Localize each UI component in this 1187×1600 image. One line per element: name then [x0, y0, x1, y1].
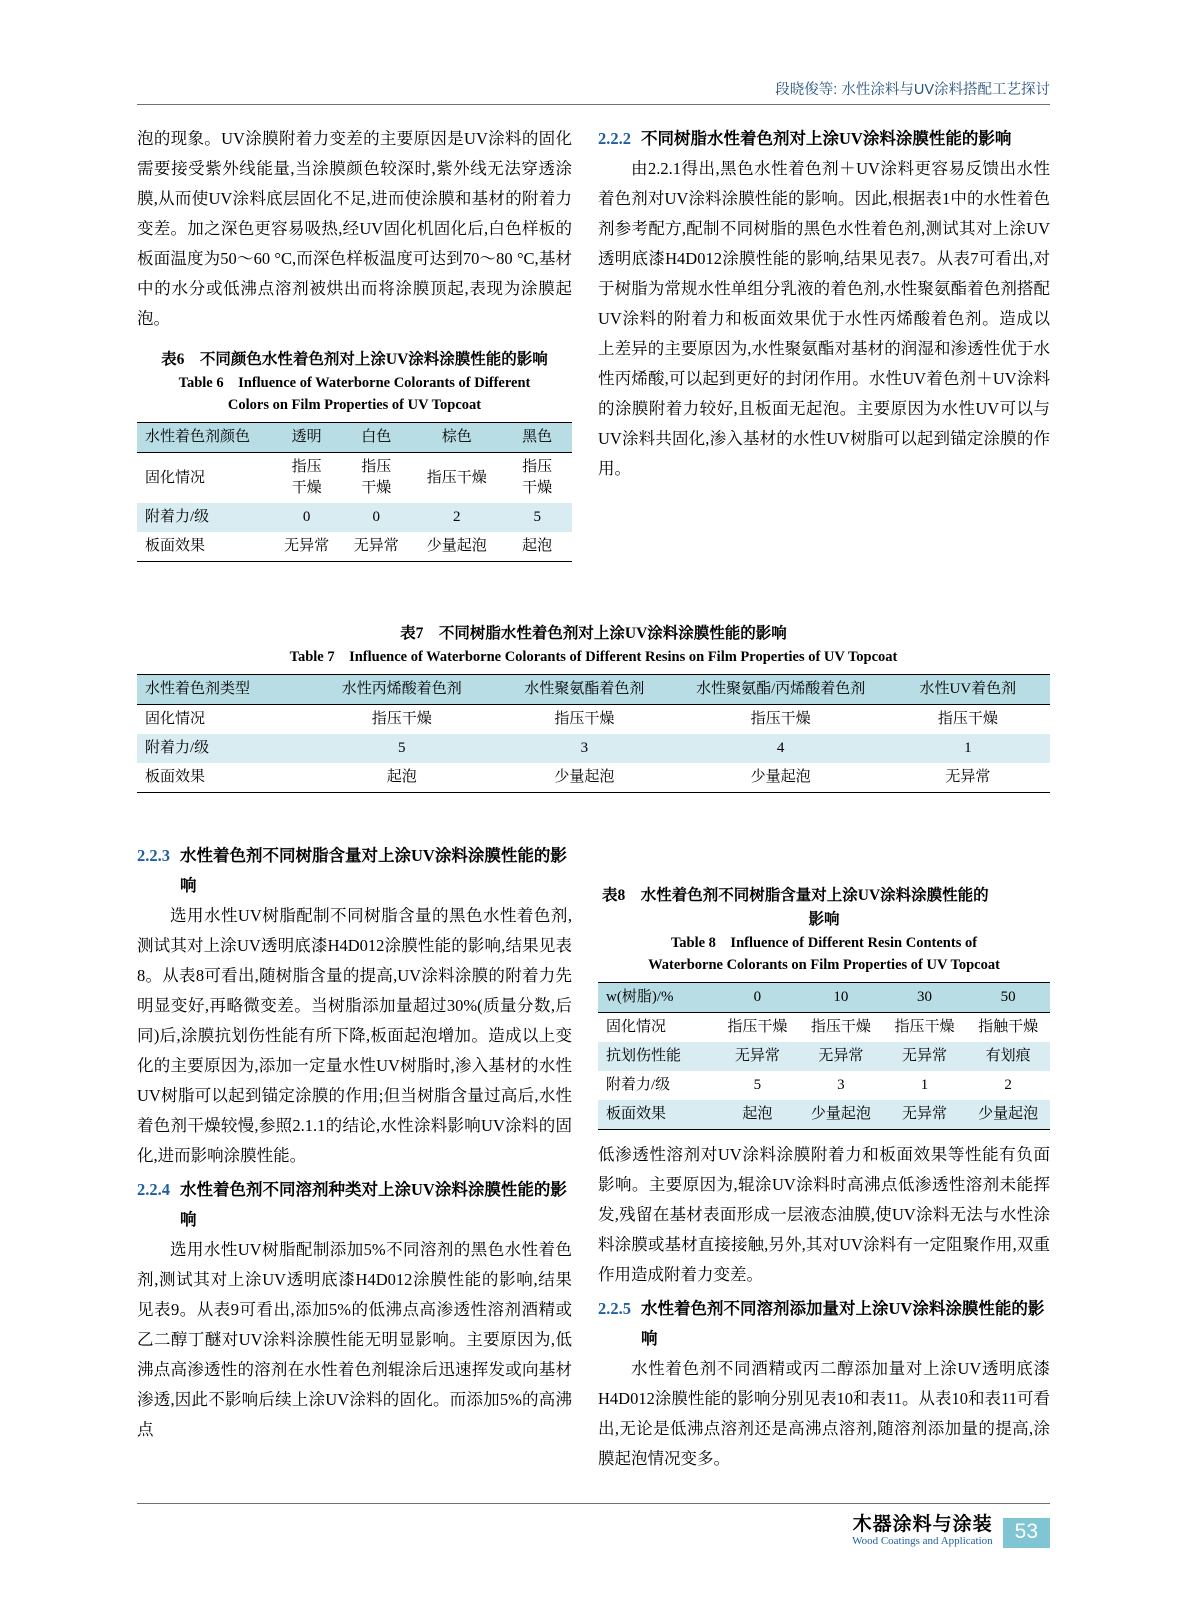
table-row: [137, 705, 1050, 735]
table8-r1-c4: 有划痕: [966, 1042, 1050, 1071]
table7: [137, 674, 1050, 793]
table6-r0-c2: 指压 干燥: [341, 453, 411, 504]
table6-caption-en-1: Table 6 Influence of Waterborne Colorants of Different: [178, 375, 531, 391]
table8-r2-c0: 附着力/级: [606, 1077, 671, 1093]
table8-header-4: 50: [966, 983, 1050, 1013]
table6-r0-c1: 指压 干燥: [272, 453, 342, 504]
table6-header-3: 棕色: [411, 423, 502, 453]
table6-caption-en-2: Colors on Film Properties of UV Topcoat: [227, 397, 482, 413]
table8-header-2: 10: [799, 983, 883, 1013]
table7-caption-cn: 表7 不同树脂水性着色剂对上涂UV涂料涂膜性能的影响: [400, 625, 787, 642]
section-number: 2.2.2: [598, 129, 631, 148]
table7-caption-en: Table 7 Influence of Waterborne Colorants of Different Resins on Film Properties of UV Topcoat: [289, 649, 898, 665]
table8-block: [598, 884, 1050, 1130]
paragraph-2-2-5: 水性着色剂不同酒精或丙二醇添加量对上涂UV透明底漆H4D012涂膜性能的影响分别见表10和表11。从表10和表11可看出,无论是低沸点溶剂还是高沸点溶剂,随溶剂添加量的提高,涂膜起泡情况变多。: [598, 1359, 1050, 1468]
journal-brand: [852, 1514, 993, 1548]
table8-caption-en-1: Table 8 Influence of Different Resin Contents of: [670, 935, 978, 951]
table8-caption-en-2: Waterborne Colorants on Film Properties of UV Topcoat: [648, 957, 1000, 973]
journal-name-cn: 木器涂料与涂装: [852, 1513, 993, 1535]
table8-r1-c3: 无异常: [883, 1042, 967, 1071]
table7-r0-c2: 指压干燥: [493, 705, 676, 735]
table8-header-1: 0: [716, 983, 800, 1013]
table-row: [137, 763, 1050, 793]
table8-r2-c2: 3: [837, 1077, 845, 1093]
table-row: [598, 1071, 1050, 1100]
paragraph-continued: 泡的现象。UV涂膜附着力变差的主要原因是UV涂料的固化需要接受紫外线能量,当涂膜颜色较深时,紫外线无法穿透涂膜,从而使UV涂料底层固化不足,进而使涂膜和基材的附着力变差。加之深色更容易吸热,经UV固化机固化后,白色样板的板面温度为50～60 °C,而深色样板温度可达到70～80 °C,基材中的水分或低沸点溶剂被烘出而将涂膜顶起,表现为涂膜起泡。: [137, 129, 572, 328]
table8-r3-c2: 少量起泡: [799, 1100, 883, 1130]
page-footer: [852, 1514, 1050, 1548]
table7-r2-c3: 少量起泡: [676, 763, 886, 793]
table7-r2-c2: 少量起泡: [493, 763, 676, 793]
table7-header-1: 水性丙烯酸着色剂: [310, 675, 493, 705]
section-heading-2-2-5: [598, 1294, 1050, 1354]
table7-r1-c4: 1: [886, 734, 1050, 763]
table-row: [137, 503, 572, 532]
table6-header-4: 黑色: [502, 423, 572, 453]
table8-r3-c3: 无异常: [883, 1100, 967, 1130]
table7-r1-c2: 3: [493, 734, 676, 763]
table6-header-2: 白色: [341, 423, 411, 453]
table8-r2-c3: 1: [920, 1077, 929, 1093]
paragraph-2-2-3: 选用水性UV树脂配制不同树脂含量的黑色水性着色剂,测试其对上涂UV透明底漆H4D012涂膜性能的影响,结果见表8。从表8可看出,随树脂含量的提高,UV涂料涂膜的附着力先明显变好,再略微变差。当树脂添加量超过30%(质量分数,后同)后,涂膜抗划伤性能有所下降,板面起泡增加。造成以上变化的主要原因为,添加一定量水性UV树脂时,渗入基材的水性UV树脂可以起到锚定涂膜的作用;但当树脂含量过高后,水性着色剂干燥较慢,参照2.1.1的结论,水性涂料影响UV涂料的固化,进而影响涂膜性能。: [137, 906, 572, 1165]
table8-caption-cn-2: 影响: [808, 911, 840, 928]
table-row: [598, 1042, 1050, 1071]
table6-r0-c0: 固化情况: [137, 453, 272, 504]
table6-r1-c0: 附着力/级: [137, 503, 272, 532]
table7-r0-c4: 指压干燥: [886, 705, 1050, 735]
table7-header-3: 水性聚氨酯/丙烯酸着色剂: [676, 675, 886, 705]
table-row: [598, 1100, 1050, 1130]
table8-r0-c1: 指压干燥: [716, 1013, 800, 1043]
section-number: 2.2.4: [137, 1180, 170, 1199]
table-row: [137, 532, 572, 562]
section-title: 水性着色剂不同溶剂添加量对上涂UV涂料涂膜性能的影响: [641, 1299, 1045, 1348]
table-header-row: [137, 423, 572, 453]
table7-r1-c3: 4: [676, 734, 886, 763]
section-title: 不同树脂水性着色剂对上涂UV涂料涂膜性能的影响: [641, 129, 1012, 148]
table7-block: [137, 622, 1050, 793]
table6-r2-c1: 无异常: [272, 532, 342, 562]
section-heading-2-2-2: [598, 124, 1050, 154]
table8-r3-c4: 少量起泡: [966, 1100, 1050, 1130]
table7-header-0: 水性着色剂类型: [137, 675, 310, 705]
table8-header-3: 30: [883, 983, 967, 1013]
table8-caption-cn-1: [598, 884, 1050, 908]
table6-r0-c3: 指压干燥: [411, 453, 502, 504]
paragraph-2-2-2: 由2.2.1得出,黑色水性着色剂＋UV涂料更容易反馈出水性着色剂对UV涂料涂膜性能的影响。因此,根据表1中的水性着色剂参考配方,配制不同树脂的黑色水性着色剂,测试其对上涂UV透明底漆H4D012涂膜性能的影响,结果见表7。从表7可看出,对于树脂为常规水性单组分乳液的着色剂,水性聚氨酯着色剂搭配UV涂料的附着力和板面效果优于水性丙烯酸着色剂。造成以上差异的主要原因为,水性聚氨酯对基材的润湿和渗透性优于水性丙烯酸,可以起到更好的封闭作用。水性UV着色剂＋UV涂料的涂膜附着力较好,且板面无起泡。主要原因为水性UV可以与UV涂料共固化,渗入基材的水性UV树脂可以起到锚定涂膜的作用。: [598, 159, 1050, 478]
table8-r1-c2: 无异常: [799, 1042, 883, 1071]
table7-r2-c4: 无异常: [886, 763, 1050, 793]
table6-header-1: 透明: [272, 423, 342, 453]
table6-r2-c0: 板面效果: [137, 532, 272, 562]
table8-r3-c1: 起泡: [716, 1100, 800, 1130]
table8-r0-c0: 固化情况: [598, 1013, 716, 1043]
section-heading-2-2-3: [137, 841, 572, 901]
section-number: 2.2.5: [598, 1299, 631, 1318]
section-number: 2.2.3: [137, 846, 170, 865]
table7-r1-c1: 5: [310, 734, 493, 763]
table8-r0-c4: 指触干燥: [966, 1013, 1050, 1043]
table6: [137, 422, 572, 562]
page-number: 53: [1003, 1518, 1050, 1548]
table7-header-4: 水性UV着色剂: [886, 675, 1050, 705]
table-row: [137, 453, 572, 504]
table6-r1-c1: 0: [272, 503, 342, 532]
table6-r0-c4: 指压 干燥: [502, 453, 572, 504]
table6-caption-cn: 表6 不同颜色水性着色剂对上涂UV涂料涂膜性能的影响: [161, 351, 548, 368]
table7-r1-c0: 附着力/级: [137, 734, 310, 763]
table8: [598, 982, 1050, 1130]
table8-r2-c1: 5: [753, 1077, 762, 1093]
table6-block: [137, 348, 572, 562]
table-header-row: [598, 983, 1050, 1013]
table8-r0-c2: 指压干燥: [799, 1013, 883, 1043]
table8-caption-cn-line1: 表8 水性着色剂不同树脂含量对上涂UV涂料涂膜性能的: [602, 887, 989, 904]
table8-header-0: w(树脂)/%: [598, 983, 716, 1013]
table7-r0-c3: 指压干燥: [676, 705, 886, 735]
paragraph-2-2-4: 选用水性UV树脂配制添加5%不同溶剂的黑色水性着色剂,测试其对上涂UV透明底漆H4D012涂膜性能的影响,结果见表9。从表9可看出,添加5%的低沸点高渗透性溶剂酒精或乙二醇丁醚对UV涂料涂膜性能无明显影响。主要原因为,低沸点高渗透性的溶剂在水性着色剂辊涂后迅速挥发或向基材渗透,因此不影响后续上涂UV涂料的固化。而添加5%的高沸点: [137, 1240, 572, 1439]
table8-r2-c4: 2: [1004, 1077, 1012, 1093]
paragraph-after-table8: 低渗透性溶剂对UV涂料涂膜附着力和板面效果等性能有负面影响。主要原因为,辊涂UV涂料时高沸点低渗透性溶剂未能挥发,残留在基材表面形成一层液态油膜,使UV涂料无法与水性涂料涂膜或基材直接接触,另外,其对UV涂料有一定阻聚作用,双重作用造成附着力变差。: [598, 1145, 1050, 1284]
section-title: 水性着色剂不同溶剂种类对上涂UV涂料涂膜性能的影响: [180, 1180, 567, 1229]
table6-r1-c3: 2: [411, 503, 502, 532]
table8-r1-c0: 抗划伤性能: [598, 1042, 716, 1071]
right-column: [598, 124, 1050, 1474]
table6-r2-c4: 起泡: [502, 532, 572, 562]
table8-r0-c3: 指压干燥: [883, 1013, 967, 1043]
table7-r0-c0: 固化情况: [137, 705, 310, 735]
table-row: [598, 1013, 1050, 1043]
running-header: 段晓俊等: 水性涂料与UV涂料搭配工艺探讨: [775, 82, 1050, 98]
table6-header-0: 水性着色剂颜色: [137, 423, 272, 453]
table7-r2-c1: 起泡: [310, 763, 493, 793]
table6-r1-c2: 0: [341, 503, 411, 532]
table-row: [137, 734, 1050, 763]
table7-r2-c0: 板面效果: [137, 763, 310, 793]
footer-divider: [137, 1503, 1050, 1504]
table6-r1-c4: 5: [502, 503, 572, 532]
header-divider: [137, 104, 1050, 105]
table6-r2-c2: 无异常: [341, 532, 411, 562]
table7-header-2: 水性聚氨酯着色剂: [493, 675, 676, 705]
section-title: 水性着色剂不同树脂含量对上涂UV涂料涂膜性能的影响: [180, 846, 567, 895]
table-header-row: [137, 675, 1050, 705]
journal-name-en: Wood Coatings and Application: [852, 1535, 993, 1548]
table8-r1-c1: 无异常: [716, 1042, 800, 1071]
section-heading-2-2-4: [137, 1175, 572, 1235]
table6-r2-c3: 少量起泡: [411, 532, 502, 562]
table7-r0-c1: 指压干燥: [310, 705, 493, 735]
table8-r3-c0: 板面效果: [598, 1100, 716, 1130]
